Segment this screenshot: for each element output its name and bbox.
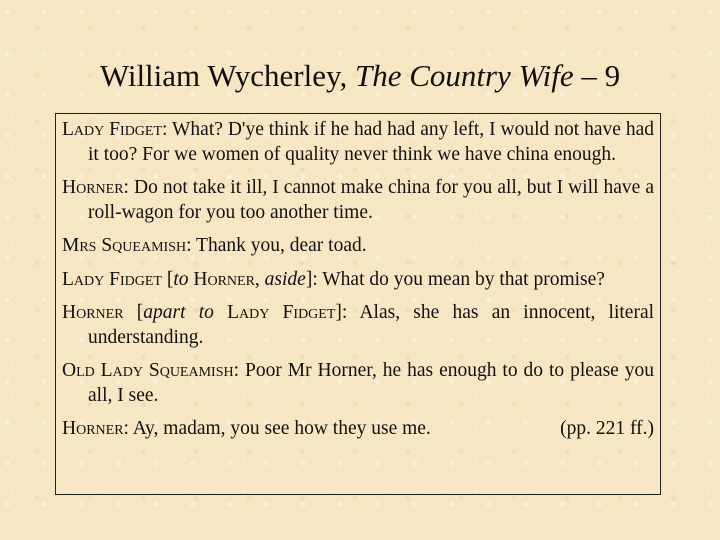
speaker-name: Lady Fidget: — [62, 119, 168, 140]
speaker-name: Old Lady Squeamish: — [62, 360, 240, 381]
speech-horner-2 — [62, 301, 654, 350]
dialogue-box — [55, 113, 661, 495]
speech-text: Poor Mr Horner, he has enough to do to please you all, I see. — [88, 360, 655, 406]
speech-text: Alas, she has an innocent, literal understanding. — [88, 302, 655, 348]
speech-text: What? D'ye think if he had had any left, I would not have had it too? For we women of quality never think we have china enough. — [88, 119, 654, 165]
stage-direction: [to Horner, aside]: — [166, 268, 318, 290]
speech-mrs-squeamish — [62, 234, 654, 259]
speech-text: Do not take it ill, I cannot make china for you all, but I will have a roll-wagon for you too another time. — [88, 177, 655, 223]
speech-horner-3 — [62, 417, 654, 442]
speech-text: Ay, madam, you see how they use me. — [132, 418, 431, 439]
speech-text: What do you mean by that promise? — [322, 268, 605, 290]
title-work: The Country Wife — [354, 58, 574, 93]
slide-title — [0, 56, 720, 96]
speech-lady-fidget-1 — [62, 118, 654, 167]
speech-horner-1 — [62, 176, 654, 225]
page-citation: (pp. 221 ff.) — [560, 418, 654, 439]
final-speech — [62, 417, 431, 442]
stage-direction: [apart to Lady Fidget]: — [136, 302, 348, 323]
speaker-name: Lady Fidget — [62, 268, 162, 290]
title-suffix: – 9 — [581, 58, 621, 93]
speaker-name: Mrs Squeamish: — [62, 235, 192, 256]
speech-lady-fidget-2 — [62, 268, 654, 293]
title-author: William Wycherley, — [99, 58, 348, 93]
speech-text: Thank you, dear toad. — [196, 235, 367, 256]
speaker-name: Horner — [62, 302, 124, 323]
speaker-name: Horner: — [62, 418, 129, 439]
speech-old-lady-squeamish — [62, 359, 654, 408]
speaker-name: Horner: — [62, 177, 129, 198]
